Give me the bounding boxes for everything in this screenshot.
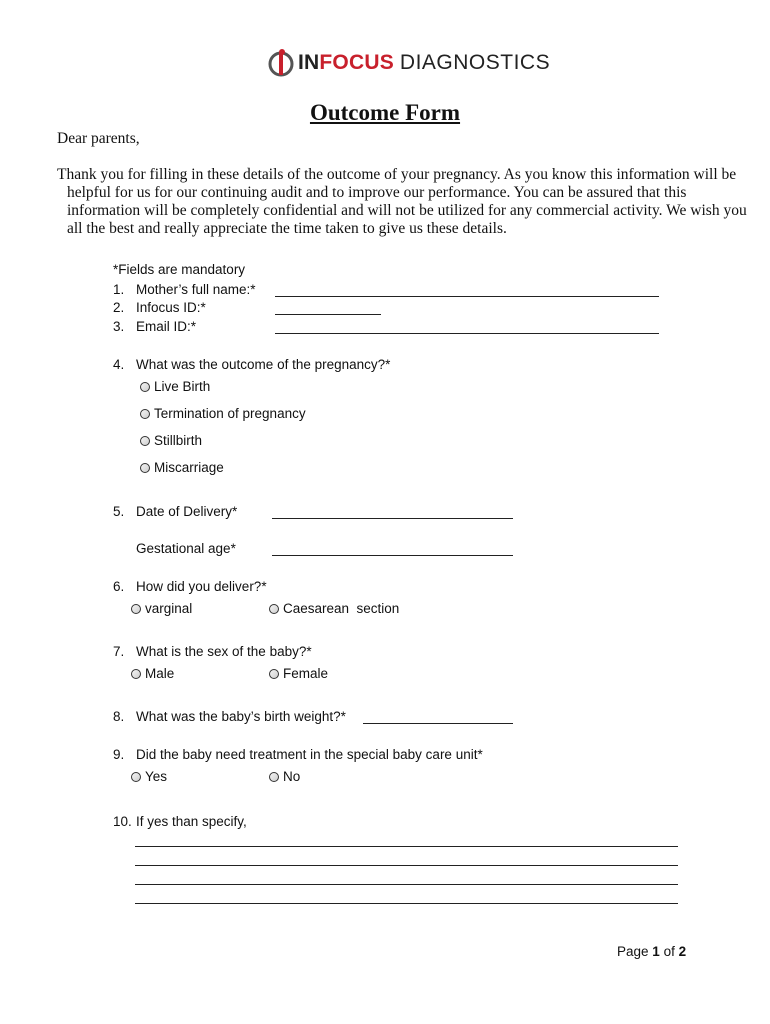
form-title: Outcome Form (309, 100, 461, 125)
radio-circle-icon (131, 604, 141, 614)
page-current: 1 (652, 944, 660, 959)
specify-line-1[interactable] (135, 846, 678, 847)
q3-label: Email ID:* (136, 319, 197, 334)
intro-paragraph: Thank you for filling in these details of the outcome of your pregnancy. As you know this information will be helpful for us for our continuing audit and to improve our performance. You can be assured that this information will be completely confidential and will not be utilized for any commercial activity. We wish you all the best and really appreciate the time taken to give us these details. (57, 166, 747, 237)
radio-vaginal[interactable] (131, 601, 192, 616)
radio-no[interactable] (269, 769, 300, 784)
mother-name-field[interactable] (275, 296, 659, 297)
q5-number: 5. (113, 504, 125, 519)
specify-line-3[interactable] (135, 884, 678, 885)
radio-circle-icon (140, 463, 150, 473)
q4-number: 4. (113, 357, 125, 372)
company-logo (268, 46, 550, 80)
radio-label: Male (145, 666, 175, 681)
radio-circle-icon (131, 772, 141, 782)
email-id-field[interactable] (275, 333, 659, 334)
infocus-logo-icon (268, 48, 294, 78)
radio-label: Female (283, 666, 329, 681)
radio-termination[interactable] (140, 406, 306, 421)
radio-circle-icon (140, 436, 150, 446)
radio-circle-icon (131, 669, 141, 679)
page-prefix: Page (617, 944, 649, 959)
q8-label: What was the baby’s birth weight?* (136, 709, 346, 724)
gestational-age-label: Gestational age* (136, 541, 236, 556)
radio-circle-icon (269, 772, 279, 782)
radio-caesarean[interactable] (269, 601, 399, 616)
q1-number: 1. (113, 282, 125, 297)
page-of: of (663, 944, 675, 959)
q2-label: Infocus ID:* (136, 300, 206, 315)
q9-number: 9. (113, 747, 125, 762)
q10-number: 10. (113, 814, 132, 829)
radio-circle-icon (269, 604, 279, 614)
q2-number: 2. (113, 300, 125, 315)
radio-label: Yes (145, 769, 168, 784)
specify-line-4[interactable] (135, 903, 678, 904)
radio-miscarriage[interactable] (140, 460, 224, 475)
radio-label: Caesarean section (283, 601, 400, 616)
radio-circle-icon (140, 409, 150, 419)
date-of-delivery-field[interactable] (272, 518, 513, 519)
logo-brand-main: INFOCUS (298, 51, 394, 74)
radio-label: Stillbirth (154, 433, 203, 448)
q10-label: If yes than specify, (136, 814, 247, 829)
radio-male[interactable] (131, 666, 174, 681)
radio-circle-icon (269, 669, 279, 679)
birth-weight-field[interactable] (363, 723, 513, 724)
infocus-id-field[interactable] (275, 314, 381, 315)
q7-label: What is the sex of the baby?* (136, 644, 312, 659)
gestational-age-field[interactable] (272, 555, 513, 556)
q3-number: 3. (113, 319, 125, 334)
q5-label: Date of Delivery* (136, 504, 238, 519)
logo-brand-rest: DIAGNOSTICS (399, 51, 551, 74)
radio-label: No (283, 769, 301, 784)
greeting: Dear parents, (57, 130, 140, 147)
q6-number: 6. (113, 579, 125, 594)
specify-line-2[interactable] (135, 865, 678, 866)
q6-label: How did you deliver?* (136, 579, 267, 594)
q1-label: Mother’s full name:* (136, 282, 256, 297)
radio-female[interactable] (269, 666, 328, 681)
radio-label: varginal (145, 601, 193, 616)
q9-label: Did the baby need treatment in the special baby care unit* (136, 747, 483, 762)
mandatory-note: *Fields are mandatory (113, 262, 246, 277)
q7-number: 7. (113, 644, 125, 659)
radio-label: Miscarriage (154, 460, 224, 475)
radio-stillbirth[interactable] (140, 433, 202, 448)
q8-number: 8. (113, 709, 125, 724)
page-number (617, 944, 686, 959)
radio-live-birth[interactable] (140, 379, 210, 394)
radio-label: Live Birth (154, 379, 211, 394)
radio-label: Termination of pregnancy (154, 406, 306, 421)
page-total: 2 (678, 944, 687, 959)
radio-yes[interactable] (131, 769, 167, 784)
radio-circle-icon (140, 382, 150, 392)
q4-label: What was the outcome of the pregnancy?* (136, 357, 391, 372)
